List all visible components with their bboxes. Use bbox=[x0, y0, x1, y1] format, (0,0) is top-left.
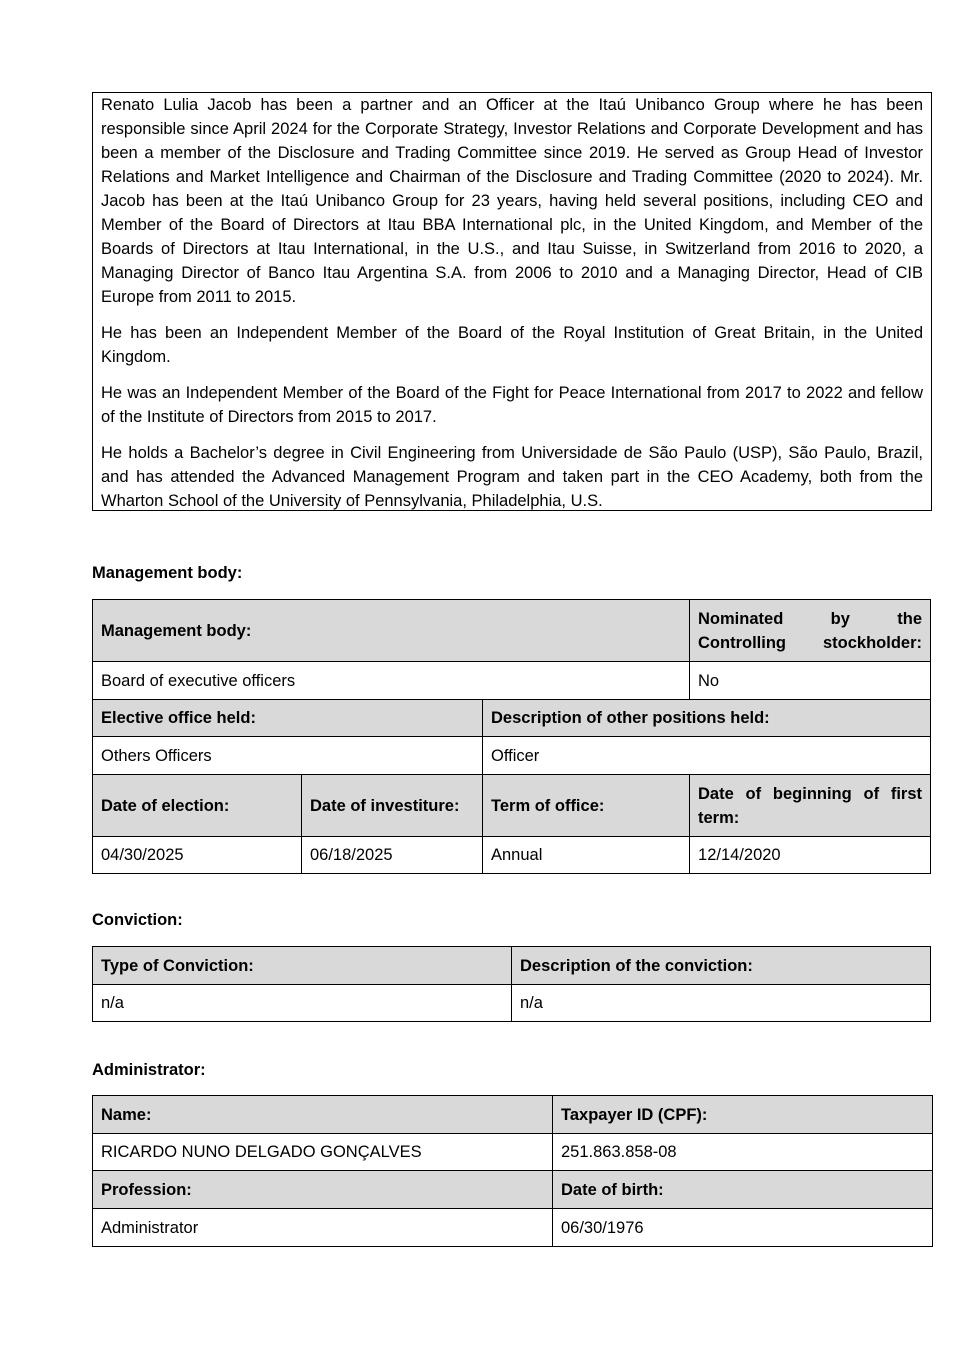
election-date-header: Date of election: bbox=[93, 775, 302, 837]
cpf-value: 251.863.858-08 bbox=[553, 1134, 933, 1171]
other-positions-header: Description of other positions held: bbox=[483, 700, 931, 737]
nominated-value: No bbox=[690, 662, 931, 700]
cpf-header: Taxpayer ID (CPF): bbox=[553, 1096, 933, 1134]
conviction-description-value: n/a bbox=[512, 985, 931, 1022]
conviction-type-header: Type of Conviction: bbox=[93, 947, 512, 985]
birth-date-header: Date of birth: bbox=[553, 1171, 933, 1209]
birth-date-value: 06/30/1976 bbox=[553, 1209, 933, 1247]
management-body-header: Management body: bbox=[93, 600, 690, 662]
biography-box bbox=[92, 92, 932, 511]
bio-paragraph: He holds a Bachelor’s degree in Civil Engineering from Universidade de São Paulo (USP), São Paulo, Brazil, and has attended the Advanced Management Program and taken part in the CEO Academy, both from the Wharton School of the University of Pennsylvania, Philadelphia, U.S. bbox=[101, 444, 923, 510]
first-term-value: 12/14/2020 bbox=[690, 837, 931, 874]
nominated-header: Nominated by the Controlling stockholder: bbox=[690, 600, 931, 662]
management-section-title: Management body: bbox=[92, 564, 243, 582]
term-header: Term of office: bbox=[483, 775, 690, 837]
management-body-value: Board of executive officers bbox=[93, 662, 690, 700]
conviction-table bbox=[92, 946, 931, 1022]
conviction-section-title: Conviction: bbox=[92, 911, 183, 929]
bio-paragraph: Renato Lulia Jacob has been a partner and an Officer at the Itaú Unibanco Group where he has been responsible since April 2024 for the Corporate Strategy, Investor Relations and Corporate Development and has been a member of the Disclosure and Trading Committee since 2019. He served as Group Head of Investor Relations and Market Intelligence and Chairman of the Disclosure and Trading Committee (2020 to 2024). Mr. Jacob has been at the Itaú Unibanco Group for 23 years, having held several positions, including CEO and Member of the Board of Directors at Itau BBA International plc, in the United Kingdom, and Member of the Boards of Directors at Itau International, in the U.S., and Itau Suisse, in Switzerland from 2016 to 2020, a Managing Director of Banco Itau Argentina S.A. from 2006 to 2010 and a Managing Director, Head of CIB Europe from 2011 to 2015. bbox=[101, 96, 923, 306]
administrator-name-value: RICARDO NUNO DELGADO GONÇALVES bbox=[93, 1134, 553, 1171]
conviction-type-value: n/a bbox=[93, 985, 512, 1022]
administrator-name-header: Name: bbox=[93, 1096, 553, 1134]
elective-office-header: Elective office held: bbox=[93, 700, 483, 737]
election-date-value: 04/30/2025 bbox=[93, 837, 302, 874]
investiture-date-value: 06/18/2025 bbox=[302, 837, 483, 874]
profession-header: Profession: bbox=[93, 1171, 553, 1209]
profession-value: Administrator bbox=[93, 1209, 553, 1247]
investiture-date-header: Date of investiture: bbox=[302, 775, 483, 837]
bio-paragraph: He was an Independent Member of the Board of the Fight for Peace International from 2017 to 2022 and fellow of the Institute of Directors from 2015 to 2017. bbox=[101, 384, 923, 426]
first-term-header: Date of beginning of first term: bbox=[690, 775, 931, 837]
bio-paragraph: He has been an Independent Member of the Board of the Royal Institution of Great Britain, in the United Kingdom. bbox=[101, 324, 923, 366]
elective-office-value: Others Officers bbox=[93, 737, 483, 775]
conviction-description-header: Description of the conviction: bbox=[512, 947, 931, 985]
other-positions-value: Officer bbox=[483, 737, 931, 775]
administrator-table bbox=[92, 1095, 933, 1247]
term-value: Annual bbox=[483, 837, 690, 874]
management-table bbox=[92, 599, 931, 874]
administrator-section-title: Administrator: bbox=[92, 1061, 206, 1079]
